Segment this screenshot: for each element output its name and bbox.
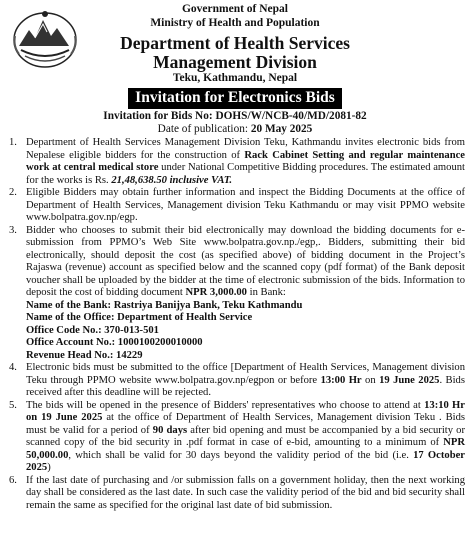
- office-code: Office Code No.: 370-013-501: [26, 324, 159, 336]
- submission-date: 19 June 2025: [379, 374, 440, 386]
- clause-number: 2.: [9, 187, 17, 198]
- validity-period: 90 days: [152, 424, 188, 436]
- clause-number: 6.: [9, 474, 17, 486]
- estimated-amount: 21,48,638.50 inclusive VAT.: [111, 174, 233, 186]
- banner-wrapper: [0, 88, 470, 109]
- location: Teku, Kathmandu, Nepal: [172, 72, 298, 84]
- clause-text: in Bank:: [246, 287, 286, 298]
- clause-text: If the last date of purchasing and /or submission falls on a government holiday, then the next working day shall be considered as the last date. In such case the validity period of the bid and bid security shall remain the same as specified for the original last date of bid submission.: [26, 474, 465, 511]
- ministry-name: Ministry of Health and Population: [150, 17, 320, 29]
- clause-number: 4.: [9, 362, 17, 373]
- project-name: Rack Cabinet Setting and regular maintenance work at central medical store: [26, 149, 466, 173]
- clause-text: . Bids received after this deadline will be rejected.: [26, 374, 465, 398]
- publication-date: [0, 123, 470, 135]
- invitation-number: Invitation for Bids No: DOHS/W/NCB-40/MD/2081-82: [103, 110, 367, 122]
- clause-number: 5.: [9, 399, 17, 411]
- clause-5: [5, 400, 465, 475]
- clause-1: [5, 137, 465, 187]
- clause-text: after bid opening and must be accompanied by a bid security or scanned copy of the bid security in .pdf format in case of e-bid, amounting to a minimum of: [26, 424, 465, 448]
- invitation-banner: Invitation for Electronics Bids: [128, 88, 342, 109]
- office-account: Office Account No.: 1000100200010000: [26, 337, 203, 348]
- date-label: Date of publication:: [157, 123, 251, 135]
- clause-6: [5, 475, 465, 513]
- clause-4: [5, 362, 465, 400]
- date-value: 20 May 2025: [250, 123, 313, 135]
- bank-name: Name of the Bank: Rastriya Banijya Bank, Teku Kathmandu: [26, 299, 303, 311]
- clause-2: [5, 187, 465, 225]
- revenue-head: Revenue Head No.: 14229: [26, 349, 143, 361]
- clause-text: Electronic bids must be submitted to the office [Department of Health Services, Management division Teku through PPMO website www.bolpatra.gov.np/egpon or before: [26, 362, 465, 386]
- government-name: Government of Nepal: [181, 3, 289, 15]
- clause-text: The bids will be opened in the presence of Bidders' representatives who choose to attend at: [26, 399, 425, 411]
- opening-time: 13:10 Hr on 19 June 2025: [26, 399, 466, 423]
- bid-security-amount: NPR 50,000.00: [26, 437, 465, 461]
- clause-text: ): [47, 462, 51, 473]
- clause-text: at the office of Department of Health Services, Management division Teku . Bids must be valid for a period of: [26, 412, 465, 436]
- clause-text: Eligible Bidders may obtain further information and inspect the Bidding Documents at the office of Department of Health Services, Management division Teku Kathmandu or may visit PPMO website www.bolpatra.gov.np/egp.: [26, 187, 465, 223]
- clause-text: under National Competitive Bidding procedures. The estimated amount for the works is Rs.: [26, 162, 465, 186]
- document-cost: NPR 3,000.00: [185, 287, 247, 298]
- clause-text: Bidder who chooses to submit their bid electronically may download the bidding documents for e-submission from PPMO’s Web Site www.bolpatra.gov.np./egp,. Bidders, submitting their bid electronically, should deposit the cost (as specified above) of bidding document in the Project’s Rajaswa (revenue) account as specified below and the scanned copy (pdf format) of the Bank deposit voucher shall be uploaded by the bidder at the time of electronic submission of the bids. Information to deposit the cost of bidding document: [26, 224, 465, 298]
- clause-text: on: [361, 374, 380, 386]
- office-name: Name of the Office: Department of Health Service: [26, 312, 253, 323]
- department-name: Department of Health Services: [120, 33, 350, 53]
- clause-text: , which shall be valid for 30 days beyond the validity period of the bid (i.e.: [68, 449, 414, 461]
- clause-number: 3.: [9, 224, 17, 236]
- clause-number: 1.: [9, 137, 17, 148]
- clause-list: [5, 137, 465, 512]
- clause-text: Department of Health Services Management Division Teku, Kathmandu invites electronic bids from Nepalese eligible bidders for the construction of: [26, 137, 465, 161]
- submission-time: 13:00 Hr: [320, 374, 362, 386]
- clause-3: [5, 225, 465, 363]
- division-name: Management Division: [153, 52, 317, 72]
- security-validity-date: 17 October 2025: [26, 449, 465, 473]
